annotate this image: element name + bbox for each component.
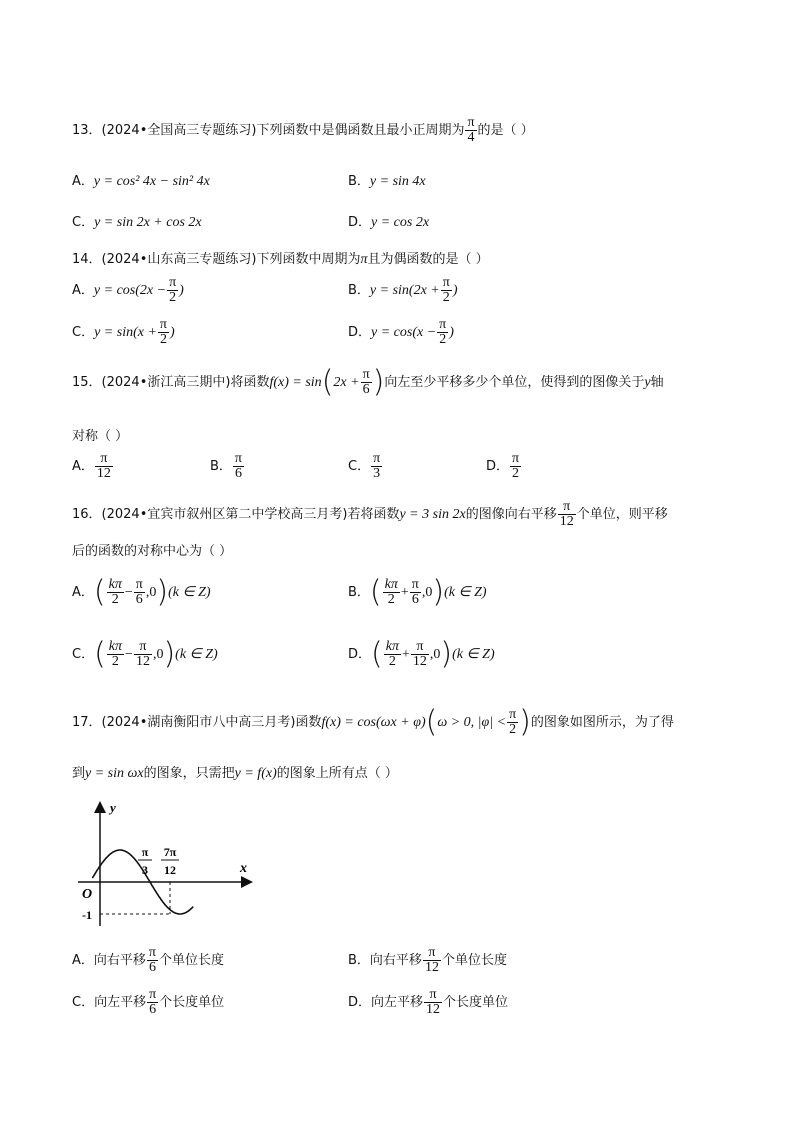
- q17-option-c[interactable]: C．向左平移 $\frac{\pi}{6}$ 个长度单位: [72, 987, 225, 1017]
- question-15-stem-line2: 对称（ ）: [72, 429, 129, 444]
- y-axis-label: y: [110, 800, 116, 815]
- question-15-stem: 15．(2024•浙江高三期中)将函数f(x) = sin(2x + $\frac{\pi}{6}$ )向左至少平移多少个单位，使得到的图像关于y轴: [72, 364, 664, 400]
- x-axis-label: x: [240, 861, 247, 876]
- question-16-stem-line2: 后的函数的对称中心为（ ）: [72, 544, 233, 559]
- q15-option-b[interactable]: B． $\frac{\pi}{6}$: [210, 451, 242, 481]
- question-13-stem: 13．(2024•全国高三专题练习)下列函数中是偶函数且最小正周期为 $\frac{\pi}{4}$ 的是（ ）: [72, 115, 534, 145]
- q13-option-c[interactable]: C．y = sin 2x + cos 2x: [72, 215, 202, 230]
- q17-option-d[interactable]: D．向左平移 $\frac{\pi}{12}$ 个长度单位: [348, 987, 509, 1017]
- question-17-stem-line2: 到y = sin ωx的图象，只需把y = f(x)的图象上所有点（ ）: [72, 766, 398, 781]
- q16-option-a[interactable]: A．( $\frac{k\pi}{2}$ − $\frac{\pi}{6}$ ,0)(k ∈ Z): [72, 574, 211, 610]
- q17-option-a[interactable]: A．向右平移 $\frac{\pi}{6}$ 个单位长度: [72, 945, 225, 975]
- q15-option-c[interactable]: C． $\frac{\pi}{3}$: [348, 451, 381, 481]
- q15-option-a[interactable]: A． $\frac{\pi}{12}$: [72, 451, 111, 481]
- tick-7pi-12-den: 12: [164, 863, 176, 877]
- q13-option-d[interactable]: D．y = cos 2x: [348, 215, 430, 230]
- q14-option-b[interactable]: B．y = sin(2x + $\frac{\pi}{2}$ ): [348, 275, 458, 305]
- q16-option-b[interactable]: B．( $\frac{k\pi}{2}$ + $\frac{\pi}{6}$ ,0)(k ∈ Z): [348, 574, 487, 610]
- origin-label: O: [82, 887, 93, 902]
- q14-option-d[interactable]: D．y = cos(x − $\frac{\pi}{2}$ ): [348, 317, 454, 347]
- question-17-stem: 17．(2024•湖南衡阳市八中高三月考)函数f(x) = cos(ωx + φ)(ω > 0, |φ| < $\frac{\pi}{2}$ )的图象如图所示，为了得: [72, 704, 674, 740]
- q13-option-b[interactable]: B．y = sin 4x: [348, 174, 426, 189]
- q16-option-d[interactable]: D．( $\frac{k\pi}{2}$ + $\frac{\pi}{12}$ ,0)(k ∈ Z): [348, 636, 495, 672]
- min-value-label: -1: [82, 908, 92, 922]
- q14-option-c[interactable]: C．y = sin(x + $\frac{\pi}{2}$ ): [72, 317, 175, 347]
- question-16-stem: 16．(2024•宜宾市叙州区第二中学校高三月考)若将函数y = 3 sin 2x的图像向右平移 $\frac{\pi}{12}$ 个单位，则平移: [72, 499, 668, 529]
- q13-stem-fraction: $\frac{\pi}{4}$: [467, 115, 475, 145]
- tick-7pi-12-num: 7π: [163, 845, 177, 859]
- q13-option-a[interactable]: A．y = cos² 4x − sin² 4x: [72, 174, 210, 189]
- tick-pi-3-num: π: [141, 845, 149, 859]
- question-14-stem: 14．(2024•山东高三专题练习)下列函数中周期为π且为偶函数的是（ ）: [72, 252, 489, 267]
- q15-option-d[interactable]: D． $\frac{\pi}{2}$: [486, 451, 520, 481]
- q17-option-b[interactable]: B．向右平移 $\frac{\pi}{12}$ 个单位长度: [348, 945, 507, 975]
- q17-cosine-graph: [70, 796, 260, 931]
- q14-option-a[interactable]: A．y = cos(2x − $\frac{\pi}{2}$ ): [72, 275, 184, 305]
- q16-option-c[interactable]: C．( $\frac{k\pi}{2}$ − $\frac{\pi}{12}$ ,0)(k ∈ Z): [72, 636, 218, 672]
- tick-pi-3-den: 3: [142, 863, 148, 877]
